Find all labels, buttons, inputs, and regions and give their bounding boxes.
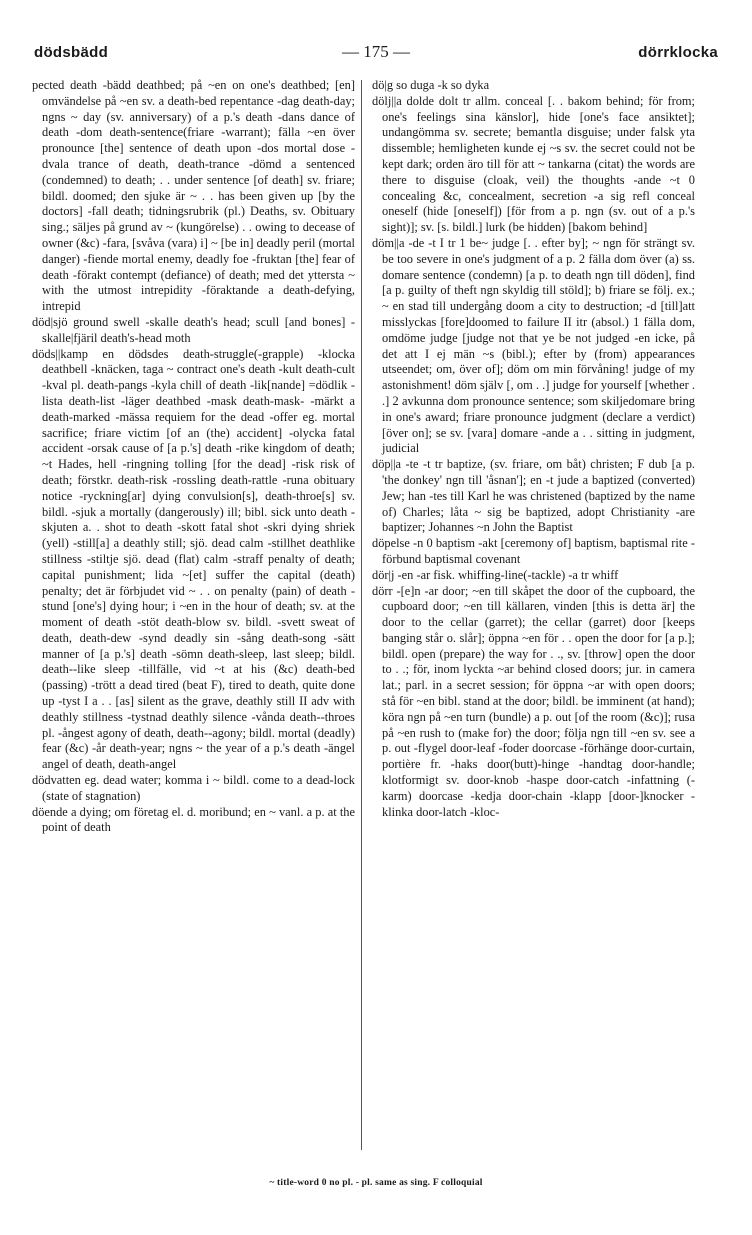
dictionary-entry: pected death -bädd deathbed; på ~en on one's deathbed; [en] omvändelse på ~en sv. a death-bed repentance -dag death-day; ngns ~ day (sv. anniversary) of a p.'s death -dans dance of death -dom death-sentence(friare -warrant); fälla ~en över pronounce [the] sentence of death upon -dos mortal dose -dvala trance of death, death-trance -dömd a sentenced (condemned) to death; . . under sentence [of death] sv. friare; bildl. doomed; den sjuke är ~ . . has been given up [by the doctors] -fall death; tidningsrubrik (pl.) Deaths, sv. Obituary sing.; säljes på grund av ~ (kungörelse) . . owing to decease of owner (&c) -fara, [svåva (vara) i] ~ [be in] deadly peril (mortal danger) -fiende mortal enemy, deadly foe -fruktan [the] fear of death -förakt contempt (defiance) of death; med det yttersta ~ with the utmost intrepidity -föraktande a death-defying, intrepid: [32, 78, 355, 314]
dictionary-entry: döds||kamp en dödsdes death-struggle(-grapple) -klocka deathbell -knäcken, taga ~ contract one's death -kult death-cult -kval pl. death-pangs -kyla chill of death -lik[nande] =dödlik -lista death-list -läger deathbed -mask death-mask- -märkt a death-marked -mässa requiem for the dead -offer eg. mortal sacrifice; friare victim [of an (the) accident] -olycka fatal accident -orsak cause of [a p.'s] death -rike kingdom of death; ~t Hades, hell -ringning tolling [for the dead] -risk risk of death; förstkr. death-risk -rossling death-rattle -runa obituary notice -ryckning[ar] dying convulsion[s], death-throe[s] sv. bildl. -sjuk a mortally (dangerously) ill; bibl. sick unto death -skjuten a. . shot to death -skott fatal shot -skri dying shriek (yell) -still[a] a deathly still; sjö. dead calm -stillhet deathlike stillness -stiltje sjö. dead (flat) calm -straff penalty of death; capital punishment; lida ~[et] suffer the capital (death) penalty; det är förbjudet vid ~ . . on penalty (pain) of death -stund [one's] dying hour; i ~en in the hour of death; sv. at the moment of death -stöt death-blow sv. bildl. -svett sweat of death, death-dew -synd deadly sin -sång death-song -sätt manner of [a p.'s] death -sömn death-sleep, last sleep; bildl. death--like sleep -tillfälle, vid ~t at his (&c) death-bed (passing) -trött a dead tired (beat F), tired to death, quite done up -tyst I a . . [as] silent as the grave, deathly still II adv with deathly stillness -tystnad deathly silence -vånda death--throes pl. -ångest agony of death, death--agony; bildl. mortal (deadly) fear (&c) -år death-year; ngns ~ the year of a p.'s death -ängel angel of death, death-angel: [32, 346, 355, 772]
dictionary-entry: döpelse -n 0 baptism -akt [ceremony of] baptism, baptismal rite -förbund baptismal covenant: [372, 536, 695, 566]
left-column: [32, 78, 355, 1153]
dictionary-entry: döp||a -te -t tr baptize, (sv. friare, om båt) christen; F dub [a p. 'the donkey' ngn till 'åsnan']; en -t jude a baptized (converted) Jew; han -tes till Karl he was christened (baptized by the name of) Charles; låta ~ sig be baptized, adopt Christianity -are baptizer; Johannes ~n John the Baptist: [372, 457, 695, 535]
dictionary-entry: dö|g so duga -k so dyka: [372, 78, 490, 92]
column-divider: [361, 80, 362, 1150]
dictionary-entry: dölj||a dolde dolt tr allm. conceal [. . bakom behind; för from; one's feelings sina känslor], hide [one's face ansiktet]; undangömma sv. secrete; bemantla disguise; under falsk yta dissemble; hemligheten kunde ej ~s sv. the secret could not be kept dark; orden äro till för att ~ tankarna (citat) the words are there to disguise (cloak, veil) the thoughts -ande ~t 0 concealing &c, concealment, secretion -a sig refl conceal oneself (hide [oneself]) [för from a p. ngn (sv. out of a p.'s sight)]; sv. [s. bildl.] lurk (be hidden) [bakom behind]: [372, 93, 695, 235]
abbreviation-legend: ~ title-word 0 no pl. - pl. same as sing. F colloquial: [269, 1178, 483, 1188]
dictionary-entry: dör|j -en -ar fisk. whiffing-line(-tackle) -a tr whiff: [372, 567, 619, 582]
dictionary-entry: döm||a -de -t I tr 1 be~ judge [. . efter by]; ~ ngn för strängt sv. be too severe in one's judgment of a p. 2 fälla dom över (a) ss. domare sentence (condemn) [a p. to death ngn till döden], find [a p. guilty of theft ngn skyldig till stöld]; b) friare se följ. ex.; ~ en stad till undergång doom a city to destruction; -d [till]att misslyckas [fore]doomed to failure II itr (absol.) 1 fälla dom, omdöme judge [judge not that ye be not judged -en icke, på det att I ej män ~s (bibl.); efter by (from) appearances utseendet; om, över of]; döm om min förvåning! judge of my astonishment! döm själv [, om . .] judge for yourself [whether . .] 2 avkunna dom pronounce sentence; som skiljedomare bring in one's award; friare pronounce judgment (declare a verdict) [över on]; se sv. [vara] domare -ande a . . sitting in judgment, judicial: [372, 235, 695, 456]
dictionary-entry: döende a dying; om företag el. d. moribund; en ~ vanl. a p. at the point of death: [32, 804, 355, 835]
left-running-headword: dödsbädd: [34, 44, 109, 61]
page-number: — 175 —: [342, 42, 410, 61]
right-running-headword: dörrklocka: [638, 44, 718, 61]
dictionary-entry: död|sjö ground swell -skalle death's head; scull [and bones] -skalle|fjäril death's-head moth: [32, 314, 355, 345]
page-header: [34, 44, 718, 68]
dictionary-entry: dörr -[e]n -ar door; ~en till skåpet the door of the cupboard, the cupboard door; ~en till källaren, vinden [this is detta är] the door to the cellar (garret); the cellar (garret) door [keeps banging står o. slår]; öppna ~en för . . open the door for [a p.]; bildl. open (prepare) the way for . ., sv. [throw] open the door to . .; för, inom lyckta ~ar behind closed doors; jur. in camera lat.; parl. in a secret session; för öppna ~ar with open doors; stå för ~en bibl. stand at the door; bildl. be imminent (at hand); köra ngn på ~en turn (bundle) a p. out [of the room (&c)]; rusa på ~en rush to (make for) the door; följa ngn till ~en sv. see a p. out -flygel door-leaf -foder doorcase -förhänge door-curtain, portière fr. -haks door(butt)-hinge -handtag door-handle; klotformigt sv. door-knob -haspe door-catch -infattning (-karm) doorcase -kedja door-chain -klapp [door-]knocker -klinka door-latch -kloc-: [372, 583, 695, 819]
right-column: [372, 78, 695, 1153]
dictionary-entry: dödvatten eg. dead water; komma i ~ bildl. come to a dead-lock (state of stagnation): [32, 773, 355, 803]
